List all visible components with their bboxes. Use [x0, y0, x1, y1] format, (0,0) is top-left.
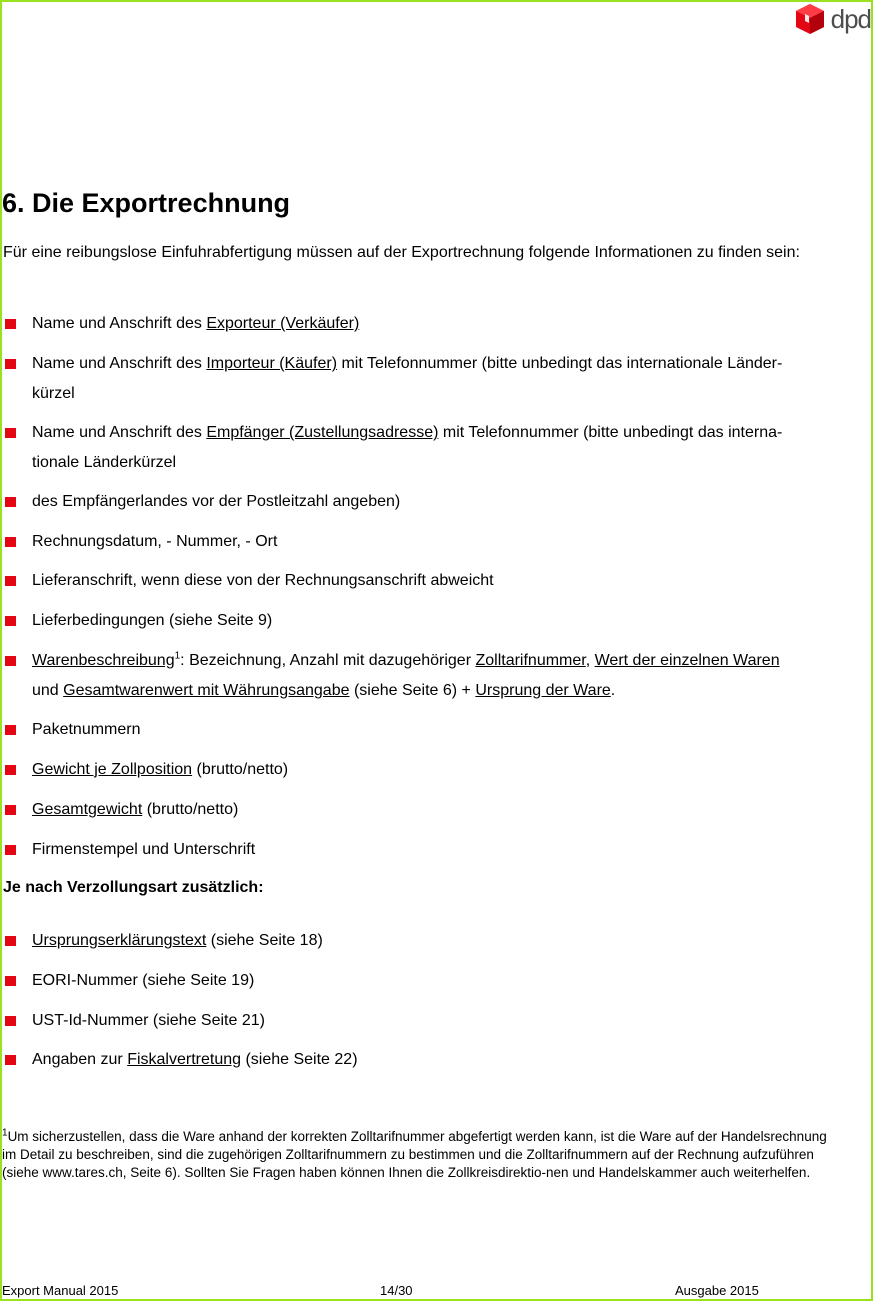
bullet-icon: [5, 497, 16, 507]
list-item-text: des Empfängerlandes vor der Postleitzahl angeben): [32, 493, 401, 510]
list-item-text: EORI-Nummer (siehe Seite 19): [32, 972, 255, 989]
list-item-text: Name und Anschrift des Exporteur (Verkäufer): [32, 315, 360, 332]
bullet-icon: [5, 359, 16, 369]
footnote-mark: 1: [2, 1127, 8, 1139]
intro-paragraph: Für eine reibungslose Einfuhrabfertigung müssen auf der Exportrechnung folgende Informationen zu finden sein:: [3, 244, 800, 261]
list-item-text: Warenbeschreibung$^1$: Bezeichnung, Anzahl mit dazugehöriger Zolltarifnummer, Wert der einzelnen Waren und Gesamtwarenwert mit Währungsangabe (siehe Seite 6) + Ursprung der Ware.: [32, 650, 780, 699]
list-item-text: Ursprungserklärungstext (siehe Seite 18): [32, 932, 323, 949]
bullet-icon: [5, 936, 16, 946]
bullet-icon: [5, 656, 16, 666]
dpd-cube-icon: [795, 3, 825, 35]
bullet-icon: [5, 725, 16, 735]
list-item-text: Gewicht je Zollposition (brutto/netto): [32, 761, 289, 778]
list-item-text: Gesamtgewicht (brutto/netto): [32, 801, 239, 818]
list-item-text: UST-Id-Nummer (siehe Seite 21): [32, 1012, 265, 1029]
list-item-text: Lieferanschrift, wenn diese von der Rechnungsanschrift abweicht: [32, 572, 494, 589]
list-item-text: Name und Anschrift des Empfänger (Zustellungsadresse) mit Telefonnummer (bitte unbedingt das interna- tionale Länderkürzel: [32, 424, 783, 471]
bullet-icon: [5, 1055, 16, 1065]
bullet-icon: [5, 976, 16, 986]
list-item-text: Rechnungsdatum, - Nummer, - Ort: [32, 533, 278, 550]
section-subheading: Je nach Verzollungsart zusätzlich:: [3, 879, 264, 896]
list-item-text: Paketnummern: [32, 721, 141, 738]
list-item-text: Name und Anschrift des Importeur (Käufer) mit Telefonnummer (bitte unbedingt das internationale Länder- kürzel: [32, 355, 783, 402]
bullet-icon: [5, 1016, 16, 1026]
dpd-logo: [795, 3, 871, 35]
bullet-icon: [5, 765, 16, 775]
page-title: 6. Die Exportrechnung: [2, 188, 291, 218]
footer-edition: Ausgabe 2015: [675, 1283, 759, 1298]
list-item-text: Firmenstempel und Unterschrift: [32, 841, 256, 858]
footnote-text: Um sicherzustellen, dass die Ware anhand der korrekten Zolltarifnummer abgefertigt werden kann, ist die Ware auf der Handelsrechnung im Detail zu beschreiben, sind die zugehörigen Zolltarifnummern zu bestimmen und die Zolltarifnummern auf der Rechnung aufzuführen (siehe www.tares.ch, Seite 6). Sollten Sie Fragen haben können Ihnen die Zollkreisdirektio-nen und Handelskammer auch weiterhelfen.: [2, 1129, 827, 1180]
bullet-icon: [5, 428, 16, 438]
footer-document-name: Export Manual 2015: [2, 1283, 119, 1298]
bullet-icon: [5, 845, 16, 855]
footnote: [2, 1128, 842, 1182]
bullet-icon: [5, 805, 16, 815]
bullet-icon: [5, 576, 16, 586]
bullet-icon: [5, 537, 16, 547]
footer-page-number: 14/30: [380, 1283, 413, 1298]
list-item-text: Lieferbedingungen (siehe Seite 9): [32, 612, 273, 629]
bullet-icon: [5, 616, 16, 626]
list-item-text: Angaben zur Fiskalvertretung (siehe Seite 22): [32, 1051, 358, 1068]
dpd-logo-text: dpd: [830, 4, 871, 34]
bullet-icon: [5, 319, 16, 329]
